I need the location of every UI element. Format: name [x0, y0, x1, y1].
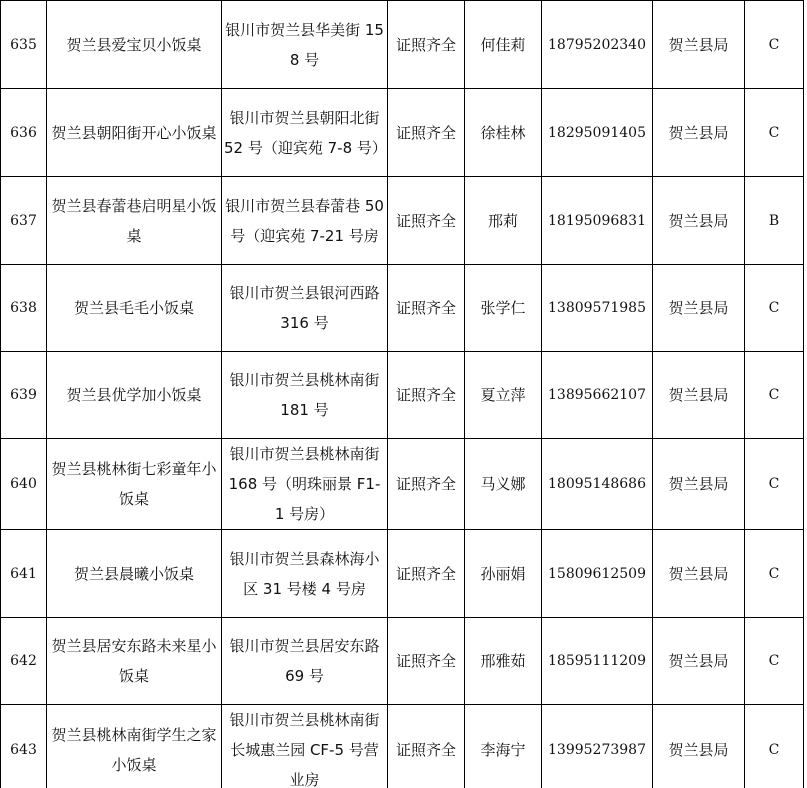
cell-store-name: 贺兰县毛毛小饭桌	[47, 265, 222, 352]
cell-license-status: 证照齐全	[388, 265, 465, 352]
cell-store-name: 贺兰县晨曦小饭桌	[47, 530, 222, 618]
cell-authority: 贺兰县局	[653, 705, 745, 788]
cell-phone: 13895662107	[542, 352, 653, 439]
cell-address: 银川市贺兰县桃林南街 181 号	[222, 352, 388, 439]
cell-address: 银川市贺兰县桃林南街长城惠兰园 CF-5 号营业房	[222, 705, 388, 788]
cell-license-status: 证照齐全	[388, 618, 465, 705]
cell-phone: 13809571985	[542, 265, 653, 352]
table-row	[1, 618, 804, 705]
cell-contact-person: 孙丽娟	[465, 530, 542, 618]
cell-number: 641	[1, 530, 47, 618]
table-row	[1, 705, 804, 788]
cell-license-status: 证照齐全	[388, 705, 465, 788]
cell-phone: 18195096831	[542, 177, 653, 265]
cell-grade: C	[745, 89, 804, 177]
cell-phone: 18295091405	[542, 89, 653, 177]
cell-grade: C	[745, 530, 804, 618]
cell-authority: 贺兰县局	[653, 265, 745, 352]
table-row	[1, 265, 804, 352]
cell-phone: 18795202340	[542, 1, 653, 89]
cell-address: 银川市贺兰县森林海小区 31 号楼 4 号房	[222, 530, 388, 618]
cell-authority: 贺兰县局	[653, 352, 745, 439]
cell-contact-person: 张学仁	[465, 265, 542, 352]
cell-contact-person: 夏立萍	[465, 352, 542, 439]
cell-license-status: 证照齐全	[388, 177, 465, 265]
cell-grade: C	[745, 1, 804, 89]
cell-number: 636	[1, 89, 47, 177]
cell-contact-person: 马义娜	[465, 439, 542, 530]
cell-license-status: 证照齐全	[388, 530, 465, 618]
cell-address: 银川市贺兰县居安东路 69 号	[222, 618, 388, 705]
cell-grade: C	[745, 618, 804, 705]
table-row	[1, 352, 804, 439]
cell-grade: C	[745, 265, 804, 352]
cell-grade: B	[745, 177, 804, 265]
cell-license-status: 证照齐全	[388, 1, 465, 89]
table-row	[1, 439, 804, 530]
cell-address: 银川市贺兰县春蕾巷 50 号（迎宾苑 7-21 号房	[222, 177, 388, 265]
cell-license-status: 证照齐全	[388, 352, 465, 439]
table-row	[1, 530, 804, 618]
cell-number: 635	[1, 1, 47, 89]
cell-grade: C	[745, 352, 804, 439]
cell-grade: C	[745, 439, 804, 530]
cell-grade: C	[745, 705, 804, 788]
cell-contact-person: 李海宁	[465, 705, 542, 788]
cell-contact-person: 徐桂林	[465, 89, 542, 177]
cell-phone: 13995273987	[542, 705, 653, 788]
cell-authority: 贺兰县局	[653, 89, 745, 177]
cell-store-name: 贺兰县朝阳街开心小饭桌	[47, 89, 222, 177]
cell-contact-person: 何佳莉	[465, 1, 542, 89]
cell-license-status: 证照齐全	[388, 89, 465, 177]
cell-store-name: 贺兰县春蕾巷启明星小饭桌	[47, 177, 222, 265]
cell-phone: 18095148686	[542, 439, 653, 530]
table-row	[1, 177, 804, 265]
table-row	[1, 89, 804, 177]
cell-store-name: 贺兰县桃林南街学生之家小饭桌	[47, 705, 222, 788]
cell-number: 638	[1, 265, 47, 352]
cell-store-name: 贺兰县优学加小饭桌	[47, 352, 222, 439]
cell-number: 639	[1, 352, 47, 439]
cell-number: 643	[1, 705, 47, 788]
cell-authority: 贺兰县局	[653, 618, 745, 705]
cell-authority: 贺兰县局	[653, 530, 745, 618]
cell-authority: 贺兰县局	[653, 439, 745, 530]
registry-table-body	[1, 1, 804, 788]
cell-contact-person: 邢莉	[465, 177, 542, 265]
cell-authority: 贺兰县局	[653, 177, 745, 265]
cell-license-status: 证照齐全	[388, 439, 465, 530]
cell-number: 640	[1, 439, 47, 530]
cell-store-name: 贺兰县爱宝贝小饭桌	[47, 1, 222, 89]
cell-authority: 贺兰县局	[653, 1, 745, 89]
cell-address: 银川市贺兰县朝阳北街 52 号（迎宾苑 7-8 号）	[222, 89, 388, 177]
cell-address: 银川市贺兰县银河西路 316 号	[222, 265, 388, 352]
cell-store-name: 贺兰县桃林街七彩童年小饭桌	[47, 439, 222, 530]
cell-number: 637	[1, 177, 47, 265]
cell-address: 银川市贺兰县桃林南街 168 号（明珠丽景 F1-1 号房）	[222, 439, 388, 530]
table-row	[1, 1, 804, 89]
cell-phone: 18595111209	[542, 618, 653, 705]
cell-contact-person: 邢雅茹	[465, 618, 542, 705]
cell-phone: 15809612509	[542, 530, 653, 618]
cell-store-name: 贺兰县居安东路未来星小饭桌	[47, 618, 222, 705]
cell-address: 银川市贺兰县华美街 158 号	[222, 1, 388, 89]
cell-number: 642	[1, 618, 47, 705]
